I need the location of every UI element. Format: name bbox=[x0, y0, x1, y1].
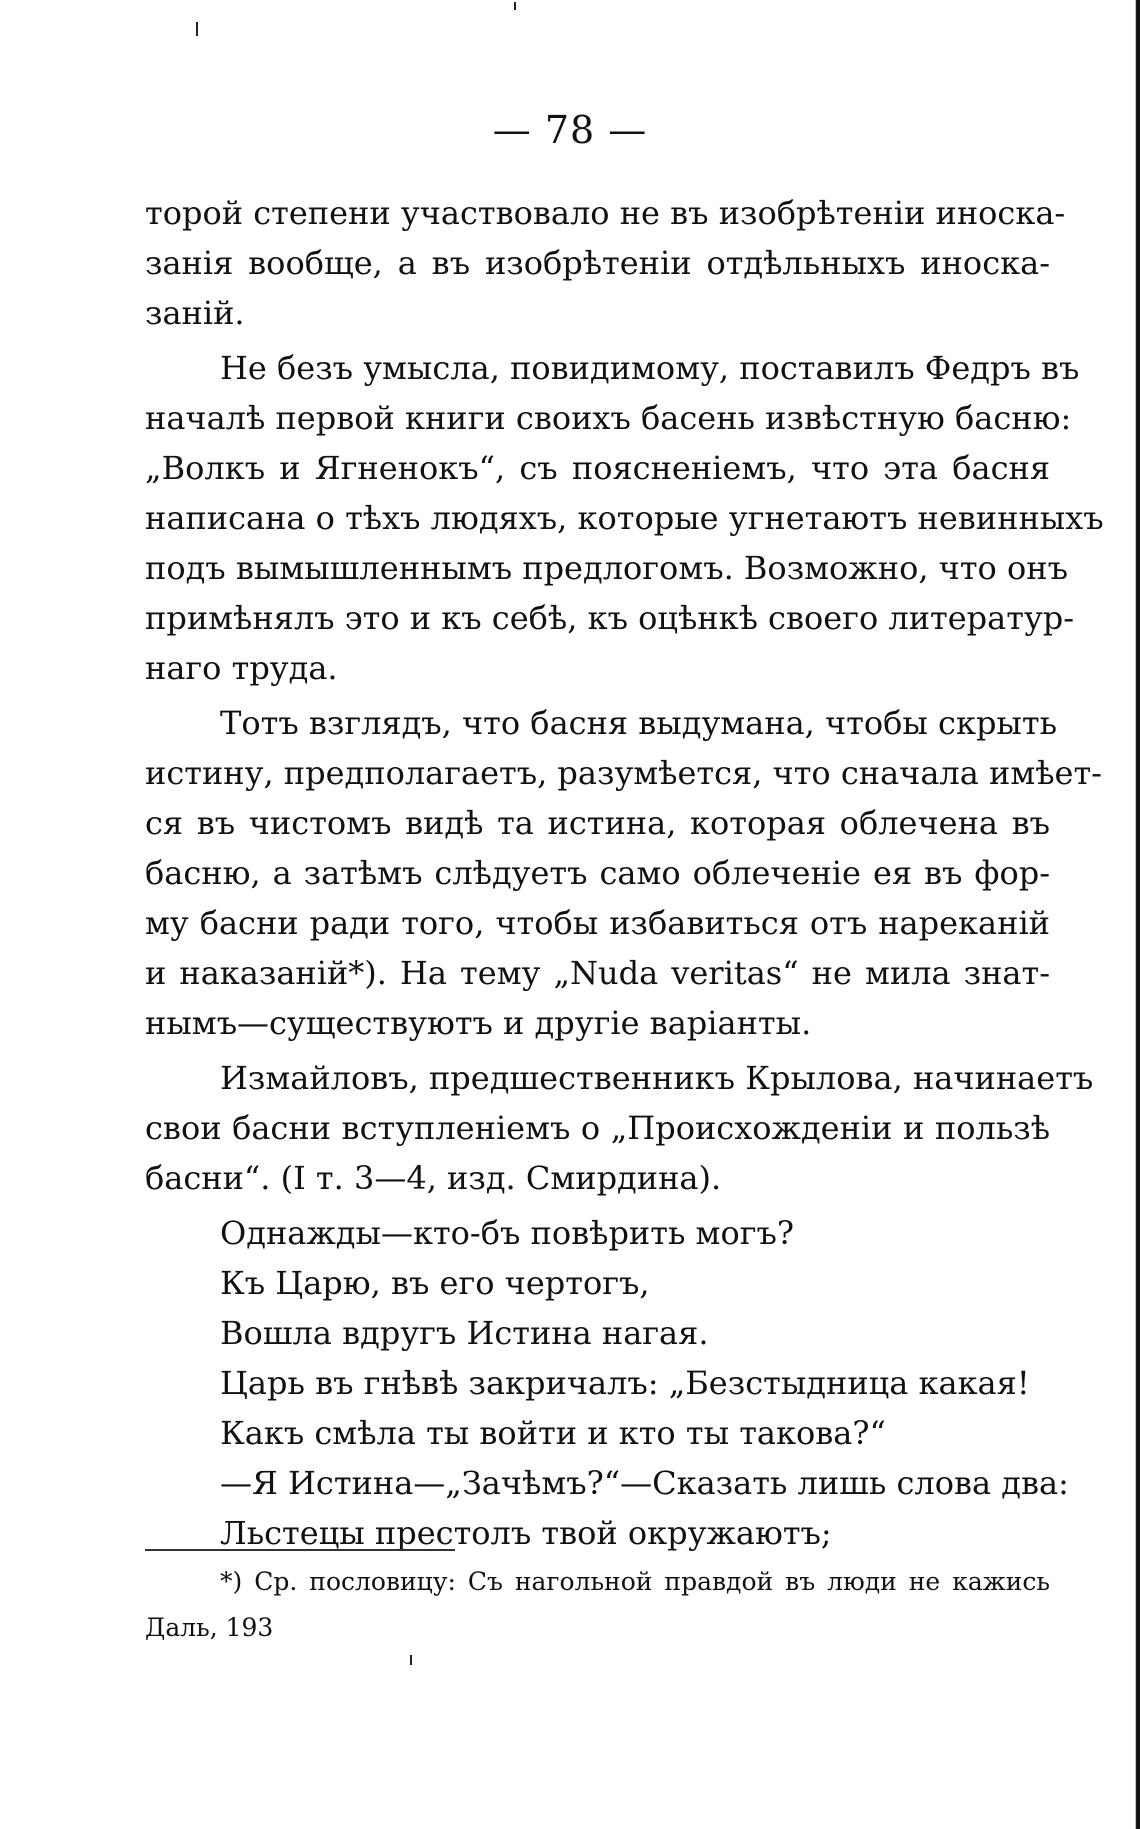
verse-line: Къ Царю, въ его чертогъ, bbox=[220, 1264, 650, 1302]
text-line: ся въ чистомъ видѣ та истина, которая облечена въ bbox=[145, 804, 1050, 842]
page-number: — 78 — bbox=[492, 108, 648, 152]
text-line: торой степени участвовало не въ изобрѣтеніи иноска- bbox=[145, 194, 1066, 232]
verse-line: Царь въ гнѣвѣ закричалъ: „Безстыдница какая! bbox=[220, 1364, 1030, 1402]
text-line: басню, а затѣмъ слѣдуетъ само облеченіе ея въ фор- bbox=[145, 854, 1050, 892]
verse-line: Льстецы престолъ твой окружаютъ; bbox=[220, 1514, 832, 1552]
text-line: занія вообще, а въ изобрѣтеніи отдѣльныхъ иноска- bbox=[145, 244, 1050, 282]
print-speck bbox=[196, 22, 198, 36]
text-line: Тотъ взглядъ, что басня выдумана, чтобы скрыть bbox=[220, 704, 1058, 742]
text-line: подъ вымышленнымъ предлогомъ. Возможно, что онъ bbox=[145, 549, 1068, 587]
text-line: наго труда. bbox=[145, 649, 338, 687]
text-line: истину, предполагаетъ, разумѣется, что сначала имѣет- bbox=[145, 754, 1102, 792]
print-speck bbox=[514, 2, 516, 10]
print-speck bbox=[410, 1655, 412, 1665]
verse-line: —Я Истина—„Зачѣмъ?“—Сказать лишь слова два: bbox=[220, 1464, 1069, 1502]
text-line: примѣнялъ это и къ себѣ, къ оцѣнкѣ своего литератур- bbox=[145, 599, 1075, 637]
text-line: басни“. (I т. 3—4, изд. Смирдина). bbox=[145, 1159, 722, 1197]
verse-line: Однажды—кто-бъ повѣрить могъ? bbox=[220, 1214, 794, 1252]
text-line: началѣ первой книги своихъ басень извѣстную басню: bbox=[145, 399, 1072, 437]
text-line: му басни ради того, чтобы избавиться отъ нареканій bbox=[145, 904, 1050, 942]
text-line: написана о тѣхъ людяхъ, которые угнетаютъ невинныхъ bbox=[145, 499, 1104, 537]
text-line: и наказаній*). На тему „Nuda veritas“ не мила знат- bbox=[145, 954, 1050, 992]
text-line: заній. bbox=[145, 294, 245, 332]
footnote-line: *) Ср. пословицу: Съ нагольной правдой въ люди не кажись bbox=[220, 1567, 1050, 1596]
verse-line: Вошла вдругъ Истина нагая. bbox=[220, 1314, 709, 1352]
footnote-rule bbox=[145, 1549, 455, 1551]
text-line: нымъ—существуютъ и другіе варіанты. bbox=[145, 1004, 812, 1042]
text-line: свои басни вступленіемъ о „Происхожденіи и пользѣ bbox=[145, 1109, 1050, 1147]
text-line: Измайловъ, предшественникъ Крылова, начинаетъ bbox=[220, 1059, 1094, 1097]
text-line: Не безъ умысла, повидимому, поставилъ Федръ въ bbox=[220, 349, 1080, 387]
text-line: „Волкъ и Ягненокъ“, съ поясненіемъ, что эта басня bbox=[145, 449, 1050, 487]
page-edge-shadow bbox=[1132, 0, 1140, 1829]
verse-line: Какъ смѣла ты войти и кто ты такова?“ bbox=[220, 1414, 886, 1452]
footnote-line: Даль, 193 bbox=[145, 1613, 274, 1642]
